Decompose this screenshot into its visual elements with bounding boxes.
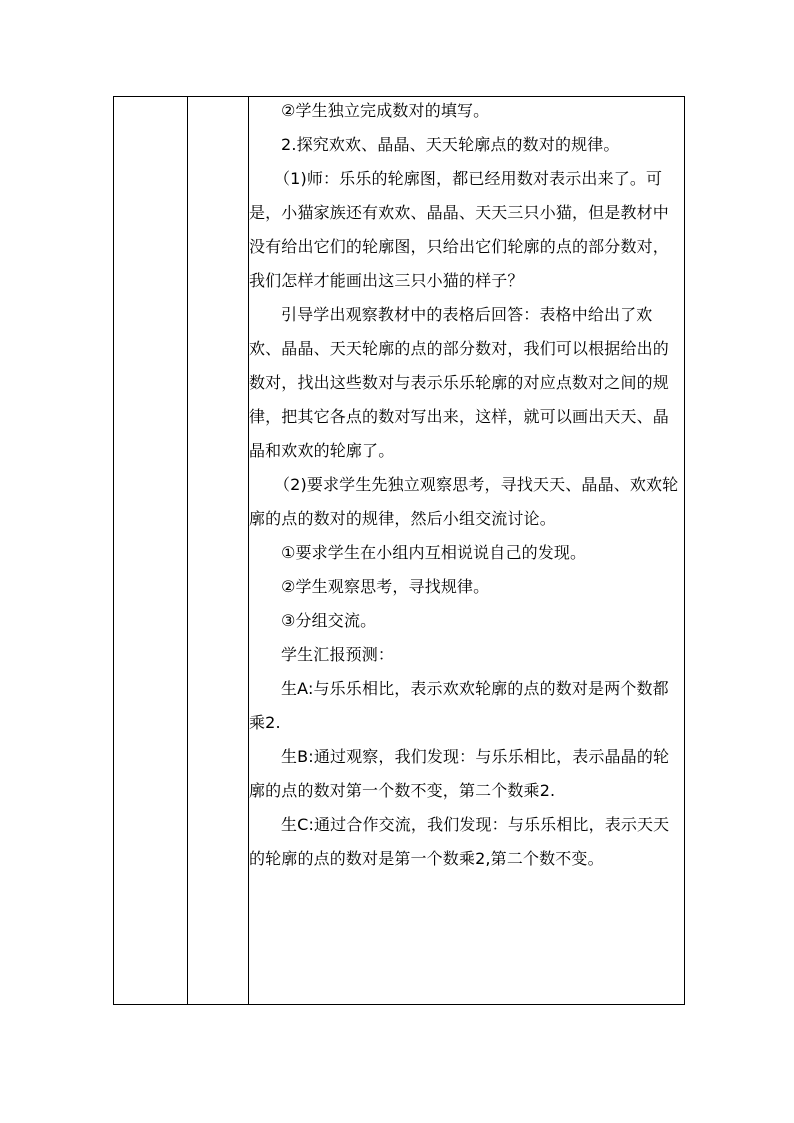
paragraph: ②学生观察思考，寻找规律。 bbox=[281, 577, 490, 596]
paragraph: 引导学出观察教材中的表格后回答：表格中给出了欢欢、晶晶、天天轮廓的点的部分数对，我们可以根据给出的数对，找出这些数对与表示乐乐轮廓的对应点数对之间的规律，把其它各点的数对写出来，这样，就可以画出天天、晶晶和欢欢的轮廓了。 bbox=[249, 305, 669, 460]
paragraph: 生B:通过观察，我们发现：与乐乐相比，表示晶晶的轮廓的点的数对第一个数不变，第二个数乘2. bbox=[249, 747, 670, 800]
paragraph: ①要求学生在小组内互相说说自己的发现。 bbox=[281, 543, 587, 562]
table-cell-empty bbox=[188, 97, 249, 1005]
paragraph: ②学生独立完成数对的填写。 bbox=[281, 101, 490, 120]
paragraph: 2.探究欢欢、晶晶、天天轮廓点的数对的规律。 bbox=[281, 135, 620, 154]
paragraph: 学生汇报预测： bbox=[281, 645, 395, 664]
lesson-table bbox=[113, 96, 685, 1005]
table-row bbox=[114, 97, 685, 1005]
paragraph: ③分组交流。 bbox=[281, 611, 377, 630]
paragraph: （2)要求学生先独立观察思考，寻找天天、晶晶、欢欢轮廓的点的数对的规律，然后小组交流讨论。 bbox=[249, 475, 679, 528]
paragraph: 生C:通过合作交流，我们发现：与乐乐相比，表示天天的轮廓的点的数对是第一个数乘2,第二个数不变。 bbox=[249, 815, 670, 868]
paragraph: （1)师：乐乐的轮廓图，都已经用数对表示出来了。可是，小猫家族还有欢欢、晶晶、天天三只小猫，但是教材中没有给出它们的轮廓图，只给出它们轮廓的点的部分数对，我们怎样才能画出这三只小猫的样子？ bbox=[249, 169, 669, 290]
content-cell bbox=[249, 97, 685, 1005]
paragraph: 生A:与乐乐相比，表示欢欢轮廓的点的数对是两个数都乘2. bbox=[249, 679, 669, 732]
table-cell-empty bbox=[114, 97, 188, 1005]
